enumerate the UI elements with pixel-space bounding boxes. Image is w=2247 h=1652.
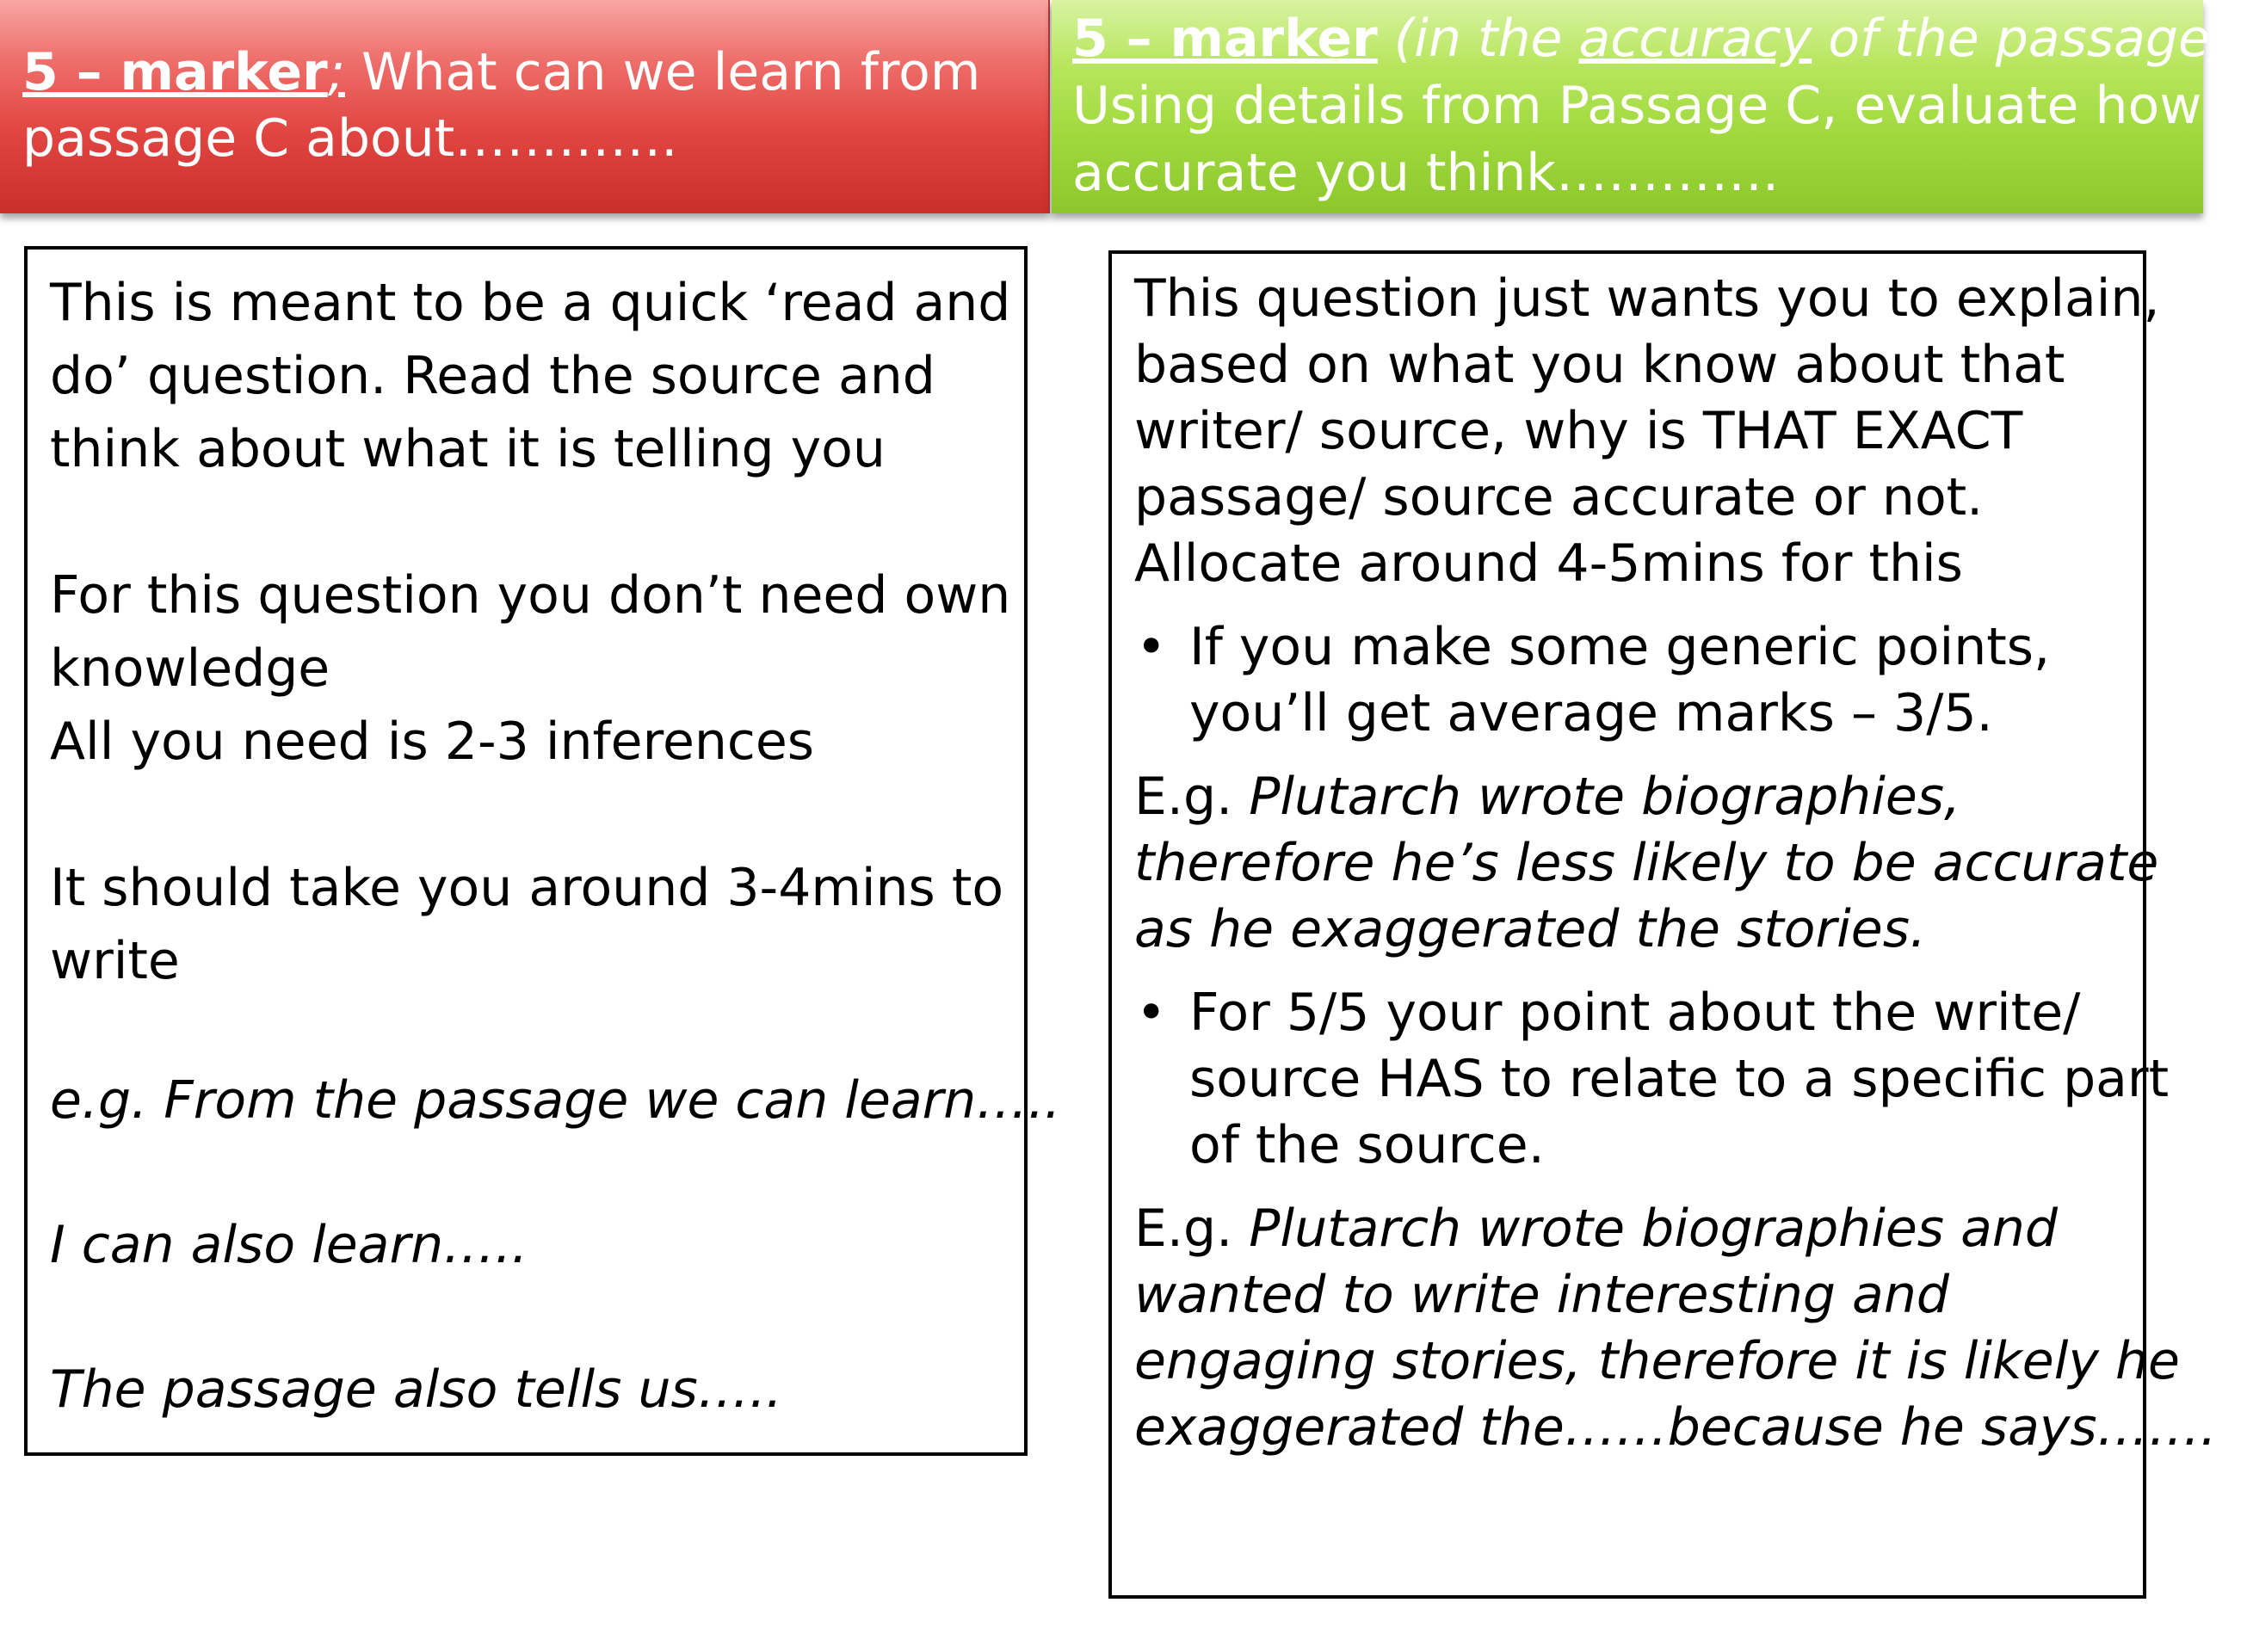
right-example1-text-1: Plutarch wrote biographies, xyxy=(1249,767,1961,827)
right-bullet2-line-1: For 5/5 your point about the write/ xyxy=(1189,983,2081,1043)
header-right-marker: 5 – marker xyxy=(1072,9,1378,69)
bullet-icon: • xyxy=(1136,983,1167,1043)
header-left-line-2: passage C about…………. xyxy=(22,108,678,169)
right-bullet1-line-1: If you make some generic points, xyxy=(1189,617,2051,677)
left-inferences-line: All you need is 2-3 inferences xyxy=(50,712,815,772)
right-example2-line-1 xyxy=(1134,1196,2126,1262)
left-example-1: e.g. From the passage we can learn….. xyxy=(50,1070,1061,1131)
right-intro-line-3: writer/ source, why is THAT EXACT xyxy=(1134,401,2023,461)
right-guidance-box xyxy=(1108,250,2217,1599)
right-example2-line-4: exaggerated the……because he says……. xyxy=(1134,1397,2217,1458)
spacer xyxy=(1134,1179,2126,1196)
right-bullet-generic xyxy=(1134,614,2126,747)
right-example1-line-3: as he exaggerated the stories. xyxy=(1134,899,1927,959)
header-right-line-1 xyxy=(1072,5,2247,72)
right-intro-line-4: passage/ source accurate or not. xyxy=(1134,467,1984,527)
right-bullet1-line-2: you’ll get average marks – 3/5. xyxy=(1189,683,1993,743)
header-left-marker: 5 – marker xyxy=(22,42,328,102)
spacer xyxy=(50,1282,1007,1355)
left-example-2: I can also learn….. xyxy=(50,1215,528,1275)
right-bullet2-line-2: source HAS to relate to a specific part xyxy=(1189,1049,2170,1109)
left-guidance-box xyxy=(24,246,1061,1456)
left-example-3: The passage also tells us….. xyxy=(50,1359,782,1420)
right-example2-prefix: E.g. xyxy=(1134,1199,1250,1259)
header-right-note-post: of the passage); xyxy=(1812,9,2247,69)
right-bullet-full-marks xyxy=(1134,980,2170,1179)
spacer xyxy=(50,486,1007,559)
left-time-line-1: It should take you around 3-4mins to xyxy=(50,858,1004,918)
right-example1-line-2: therefore he’s less likely to be accurate xyxy=(1134,833,2159,893)
left-intro-line-2: do’ question. Read the source and xyxy=(50,346,935,406)
right-bullet2-line-3: of the source. xyxy=(1189,1115,1545,1175)
spacer xyxy=(50,1137,1007,1211)
right-example2-text-1: Plutarch wrote biographies and xyxy=(1249,1199,2059,1259)
left-intro-line-1: This is meant to be a quick ‘read and xyxy=(50,273,1011,333)
header-left-separator: ; xyxy=(327,42,345,102)
spacer xyxy=(1134,597,2126,614)
spacer xyxy=(50,998,1007,1071)
header-right-note-pre: (in the xyxy=(1377,9,1579,69)
header-right-line-3: accurate you think…………. xyxy=(1072,143,1780,203)
right-intro-line-2: based on what you know about that xyxy=(1134,335,2065,395)
header-right-banner xyxy=(1052,0,2247,213)
right-example1-prefix: E.g. xyxy=(1134,767,1250,827)
header-left-question: What can we learn from xyxy=(344,42,981,102)
spacer xyxy=(1134,963,2126,980)
spacer xyxy=(50,779,1007,852)
header-left-line-1 xyxy=(22,40,1028,106)
left-knowledge-line-2: knowledge xyxy=(50,638,330,699)
right-intro-line-5: Allocate around 4-5mins for this xyxy=(1134,533,1963,594)
header-right-line-2: Using details from Passage C, evaluate how xyxy=(1072,76,2202,136)
right-example1-line-1 xyxy=(1134,764,2126,830)
right-example2-line-2: wanted to write interesting and xyxy=(1134,1265,1949,1325)
right-intro-line-1: This question just wants you to explain, xyxy=(1134,268,2160,329)
bullet-icon: • xyxy=(1136,617,1167,677)
left-intro-line-3: think about what it is telling you xyxy=(50,419,886,479)
left-knowledge-line-1: For this question you don’t need own xyxy=(50,565,1011,626)
left-time-line-2: write xyxy=(50,931,180,991)
right-example2-line-3: engaging stories, therefore it is likely he xyxy=(1134,1331,2180,1391)
spacer xyxy=(1134,747,2126,764)
header-left-banner xyxy=(0,0,1050,213)
header-right-note-accuracy: accuracy xyxy=(1578,9,1812,69)
